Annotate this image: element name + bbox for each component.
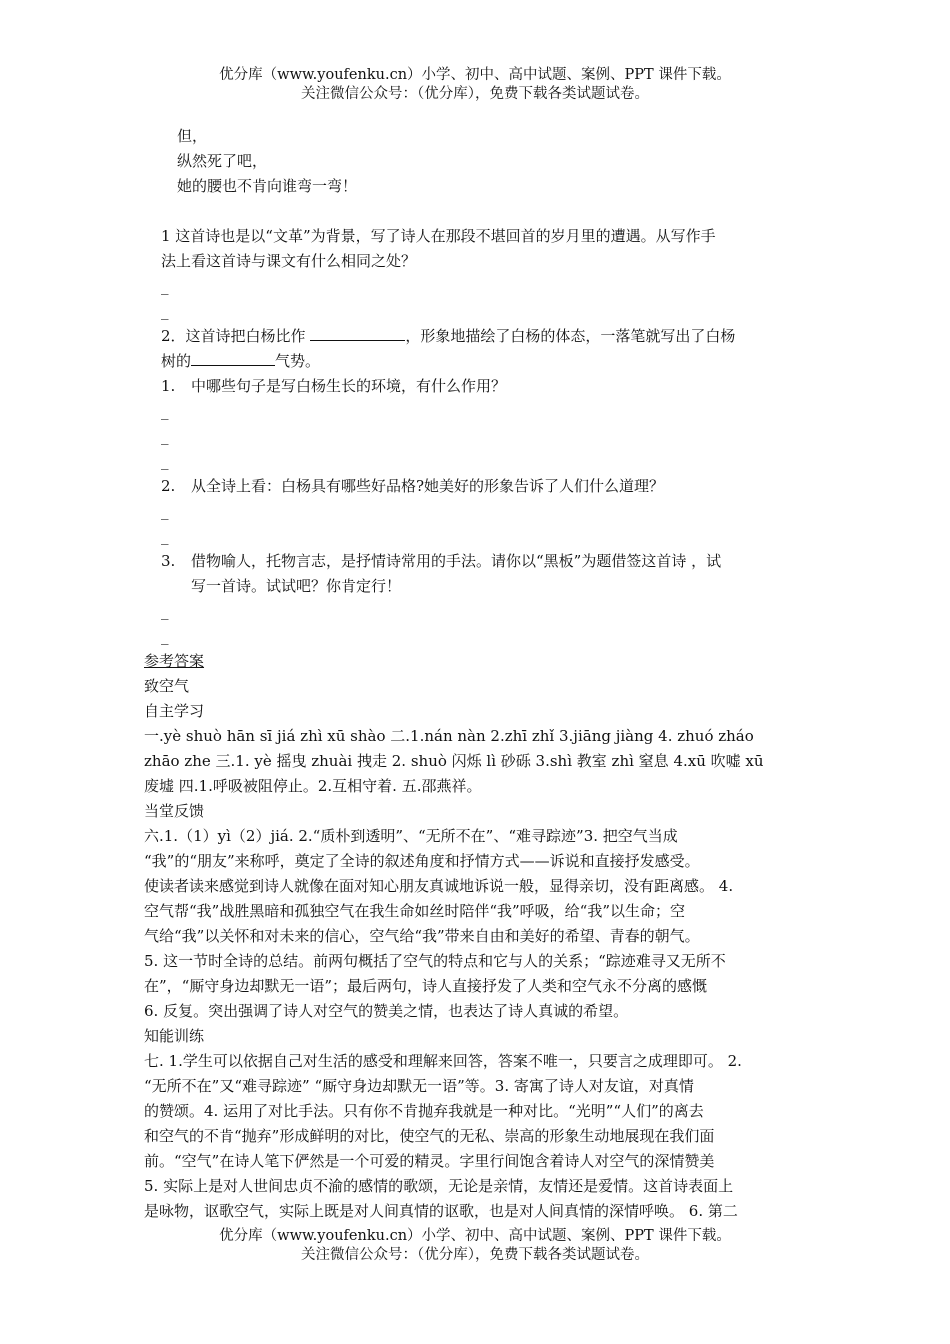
answer-text-line: 是咏物，讴歌空气，实际上既是对人间真情的讴歌，也是对人间真情的深情呼唤。 6. 第二 <box>144 1202 738 1220</box>
question-2-text-a: 2．这首诗把白杨比作 <box>161 327 311 345</box>
answer-text-line: 一.yè shuò hān sī jiá zhì xū shào 二.1.nán nàn 2.zhī zhǐ 3.jiāng jiàng 4. zhuó zháo <box>144 727 754 745</box>
section-heading: 当堂反馈 <box>144 802 205 820</box>
question-2-line-2 <box>144 349 816 374</box>
answer-text-line: zhāo zhe 三.1. yè 摇曳 zhuài 拽走 2. shuò 闪烁 lì 砂砾 3.shì 教室 zhì 窒息 4.xū 吹嘘 xū <box>144 752 764 770</box>
document-body <box>144 124 816 1224</box>
section-heading: 知能训练 <box>144 1027 205 1045</box>
question-3-number: 1. <box>161 377 176 395</box>
question-3-text: 中哪些句子是写白杨生长的环境，有什么作用？ <box>191 377 507 395</box>
poem-line: 纵然死了吧， <box>177 152 268 170</box>
answer-line: _ <box>161 427 169 445</box>
footer-line-1: 优分库（www.youfenku.cn）小学、初中、高中试题、案例、PPT 课件下载。 <box>219 1228 731 1244</box>
answer-text-line: “我”的“朋友”来称呼，奠定了全诗的叙述角度和抒情方式——诉说和直接抒发感受。 <box>144 852 700 870</box>
answer-line: _ <box>161 502 169 520</box>
answer-text-line: 前。“空气”在诗人笔下俨然是一个可爱的精灵。字里行间饱含着诗人对空气的深情赞美 <box>144 1152 715 1170</box>
header-line-2: 关注微信公众号：（优分库），免费下载各类试题试卷。 <box>301 86 649 102</box>
question-1-line-2: 法上看这首诗与课文有什么相同之处？ <box>161 252 417 270</box>
question-5 <box>144 549 816 574</box>
answers-subject: 致空气 <box>144 677 190 695</box>
question-2-line-1 <box>144 324 816 349</box>
poem-line: 她的腰也不肯向谁弯一弯！ <box>177 177 358 195</box>
page-header <box>0 66 950 104</box>
question-2-text-b: ，形象地描绘了白杨的体态，一落笔就写出了白杨 <box>405 327 736 345</box>
question-1-line-1: 1 这首诗也是以“文革”为背景，写了诗人在那段不堪回首的岁月里的遭遇。从写作手 <box>161 227 716 245</box>
answer-line: _ <box>161 402 169 420</box>
header-line-1: 优分库（www.youfenku.cn）小学、初中、高中试题、案例、PPT 课件下载。 <box>219 67 731 83</box>
answers-title: 参考答案 <box>144 652 205 670</box>
question-5-text-1: 借物喻人，托物言志，是抒情诗常用的手法。请你以“黑板”为题借签这首诗 ，试 <box>191 552 722 570</box>
question-3 <box>144 374 816 399</box>
answer-text-line: 5. 实际上是对人世间忠贞不渝的感情的歌颂，无论是亲情，友情还是爱情。这首诗表面上 <box>144 1177 734 1195</box>
answer-text-line: 六.1.（1）yì（2）jiá. 2.“质朴到透明”、“无所不在”、“难寻踪迹”3. 把空气当成 <box>144 827 678 845</box>
footer-line-2: 关注微信公众号：（优分库），免费下载各类试题试卷。 <box>301 1247 649 1263</box>
answer-text-line: “无所不在”又“难寻踪迹” “厮守身边却默无一语”等。3. 寄寓了诗人对友谊，对真情 <box>144 1077 694 1095</box>
question-5-number: 3. <box>161 552 176 570</box>
answer-text-line: 空气帮“我”战胜黑暗和孤独空气在我生命如丝时陪伴“我”呼吸，给“我”以生命；空 <box>144 902 686 920</box>
answer-text-line: 气给“我”以关怀和对未来的信心，空气给“我”带来自由和美好的希望、青春的朝气。 <box>144 927 700 945</box>
question-2-text-d: 气势。 <box>275 352 321 370</box>
poem-line: 但， <box>177 127 208 145</box>
answer-line: _ <box>161 602 169 620</box>
answer-text-line: 6. 反复。突出强调了诗人对空气的赞美之情，也表达了诗人真诚的希望。 <box>144 1002 629 1020</box>
answer-text-line: 和空气的不肯“抛弃”形成鲜明的对比，使空气的无私、崇高的形象生动地展现在我们面 <box>144 1127 715 1145</box>
answer-line: _ <box>161 452 169 470</box>
question-5-text-2: 写一首诗。试试吧？你肯定行！ <box>191 577 402 595</box>
page-footer <box>0 1227 950 1265</box>
answer-line: _ <box>161 277 169 295</box>
answer-text-line: 的赞颂。4. 运用了对比手法。只有你不肯抛弃我就是一种对比。“光明”“人们”的离去 <box>144 1102 704 1120</box>
answer-text-line: 废墟 四.1.呼吸被阻停止。2.互相守着. 五.邵燕祥。 <box>144 777 482 795</box>
question-2-text-c: 树的 <box>161 352 192 370</box>
fill-blank <box>191 349 275 366</box>
fill-blank <box>310 324 405 341</box>
answer-text-line: 七. 1.学生可以依据自己对生活的感受和理解来回答，答案不唯一，只要言之成理即可。 2. <box>144 1052 742 1070</box>
question-4 <box>144 474 816 499</box>
answer-text-line: 使读者读来感觉到诗人就像在面对知心朋友真诚地诉说一般，显得亲切，没有距离感。 4. <box>144 877 734 895</box>
question-4-number: 2. <box>161 477 176 495</box>
section-heading: 自主学习 <box>144 702 205 720</box>
answer-text-line: 在”，“厮守身边却默无一语”；最后两句，诗人直接抒发了人类和空气永不分离的感慨 <box>144 977 708 995</box>
question-4-text: 从全诗上看：白杨具有哪些好品格?她美好的形象告诉了人们什么道理？ <box>191 477 665 495</box>
answer-line: _ <box>161 627 169 645</box>
answer-line: _ <box>161 302 169 320</box>
answer-text-line: 5. 这一节时全诗的总结。前两句概括了空气的特点和它与人的关系；“踪迹难寻又无所不 <box>144 952 726 970</box>
answer-line: _ <box>161 527 169 545</box>
